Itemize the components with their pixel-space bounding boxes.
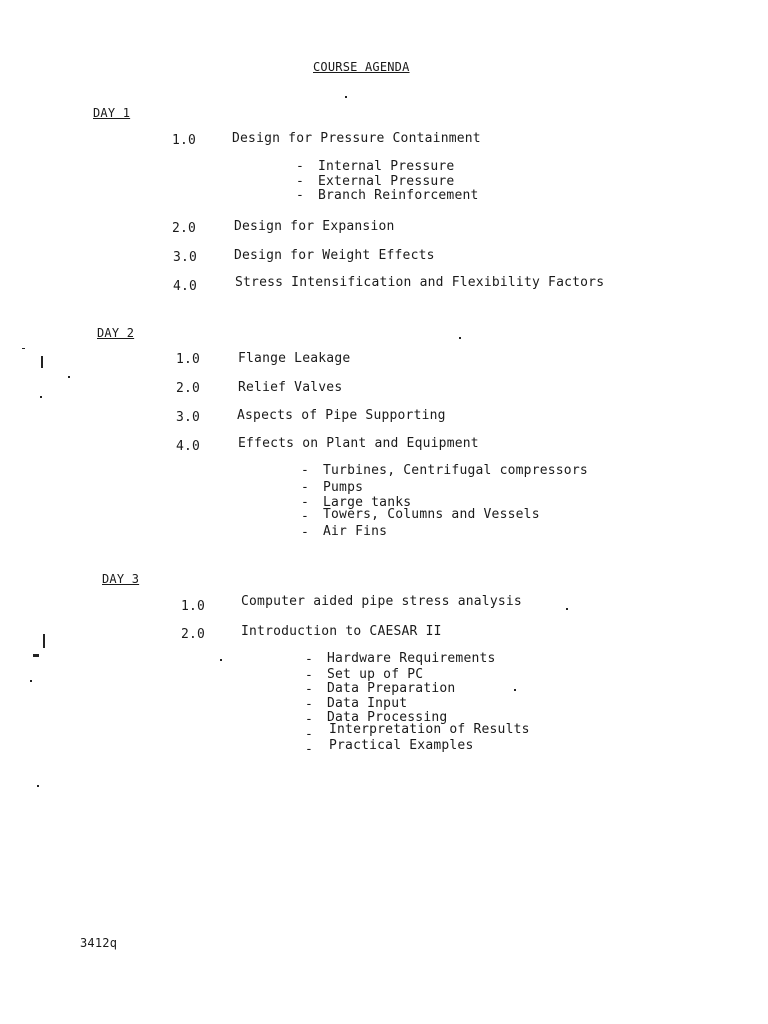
bullet-dash: - xyxy=(305,682,314,697)
day-1-item-4-number: 4.0 xyxy=(173,279,198,294)
day-2-item-4-text: Effects on Plant and Equipment xyxy=(238,436,479,451)
day-3-item-2-number: 2.0 xyxy=(181,627,206,642)
bullet-dash: - xyxy=(301,480,310,495)
bullet-dash: - xyxy=(296,174,305,189)
day-3-item-2-bullet: Data Processing xyxy=(327,710,448,725)
day-2-item-4-bullet: Air Fins xyxy=(323,524,388,539)
bullet-dash: - xyxy=(305,712,314,727)
bullet-dash: - xyxy=(296,159,305,174)
bullet-dash: - xyxy=(305,727,314,742)
scan-speck xyxy=(40,396,42,398)
day-2-item-1-text: Flange Leakage xyxy=(238,351,351,366)
day-2-heading: DAY 2 xyxy=(97,326,135,340)
scan-speck xyxy=(41,356,43,368)
day-2-item-1-number: 1.0 xyxy=(176,352,201,367)
scan-speck xyxy=(30,680,32,682)
document-code: 3412q xyxy=(80,936,118,950)
bullet-dash: - xyxy=(301,463,310,478)
scan-speck xyxy=(459,337,461,339)
day-1-item-2-number: 2.0 xyxy=(172,221,197,236)
day-3-item-2-bullet: Data Preparation xyxy=(327,681,456,696)
day-1-item-2-text: Design for Expansion xyxy=(234,219,395,234)
day-1-item-1-text: Design for Pressure Containment xyxy=(232,131,481,146)
bullet-dash: - xyxy=(305,652,314,667)
day-1-item-1-number: 1.0 xyxy=(172,133,197,148)
day-1-item-1-bullet: Branch Reinforcement xyxy=(318,188,479,203)
scan-speck xyxy=(68,376,70,378)
day-2-item-3-text: Aspects of Pipe Supporting xyxy=(237,408,446,423)
bullet-dash: - xyxy=(305,697,314,712)
day-3-item-2-bullet: Data Input xyxy=(327,696,408,711)
day-2-item-4-number: 4.0 xyxy=(176,439,201,454)
day-3-item-2-bullet: Interpretation of Results xyxy=(329,722,530,737)
bullet-dash: - xyxy=(305,742,314,757)
day-3-heading: DAY 3 xyxy=(102,572,140,586)
scan-speck xyxy=(345,96,347,98)
day-3-item-1-number: 1.0 xyxy=(181,599,206,614)
day-2-item-4-bullet: Pumps xyxy=(323,480,364,495)
scan-speck xyxy=(43,634,45,648)
bullet-dash: - xyxy=(305,668,314,683)
day-1-item-1-bullet: Internal Pressure xyxy=(318,159,455,174)
scan-speck xyxy=(566,608,568,610)
day-1-heading: DAY 1 xyxy=(93,106,131,120)
page-title: COURSE AGENDA xyxy=(313,60,410,74)
bullet-dash: - xyxy=(301,525,310,540)
day-3-item-2-text: Introduction to CAESAR II xyxy=(241,624,442,639)
day-1-item-3-text: Design for Weight Effects xyxy=(234,248,435,263)
day-2-item-4-bullet: Towers, Columns and Vessels xyxy=(323,507,540,522)
day-1-item-1-bullet: External Pressure xyxy=(318,174,455,189)
day-3-item-1-text: Computer aided pipe stress analysis xyxy=(241,594,522,609)
scan-speck xyxy=(33,654,39,657)
day-1-item-4-text: Stress Intensification and Flexibility Factors xyxy=(235,275,605,290)
bullet-dash: - xyxy=(296,188,305,203)
day-3-item-2-bullet: Practical Examples xyxy=(329,738,474,753)
day-2-item-2-text: Relief Valves xyxy=(238,380,343,395)
day-2-item-4-bullet: Turbines, Centrifugal compressors xyxy=(323,463,588,478)
day-2-item-3-number: 3.0 xyxy=(176,410,201,425)
day-1-item-3-number: 3.0 xyxy=(173,250,198,265)
day-3-item-2-bullet: Hardware Requirements xyxy=(327,651,496,666)
day-2-item-2-number: 2.0 xyxy=(176,381,201,396)
day-3-item-2-bullet: Set up of PC xyxy=(327,667,424,682)
scan-speck xyxy=(22,348,25,349)
scan-speck xyxy=(37,785,39,787)
scan-speck xyxy=(514,689,516,691)
day-2-item-4-bullet: Large tanks xyxy=(323,495,412,510)
scan-speck xyxy=(220,659,222,661)
bullet-dash: - xyxy=(301,509,310,524)
bullet-dash: - xyxy=(301,495,310,510)
